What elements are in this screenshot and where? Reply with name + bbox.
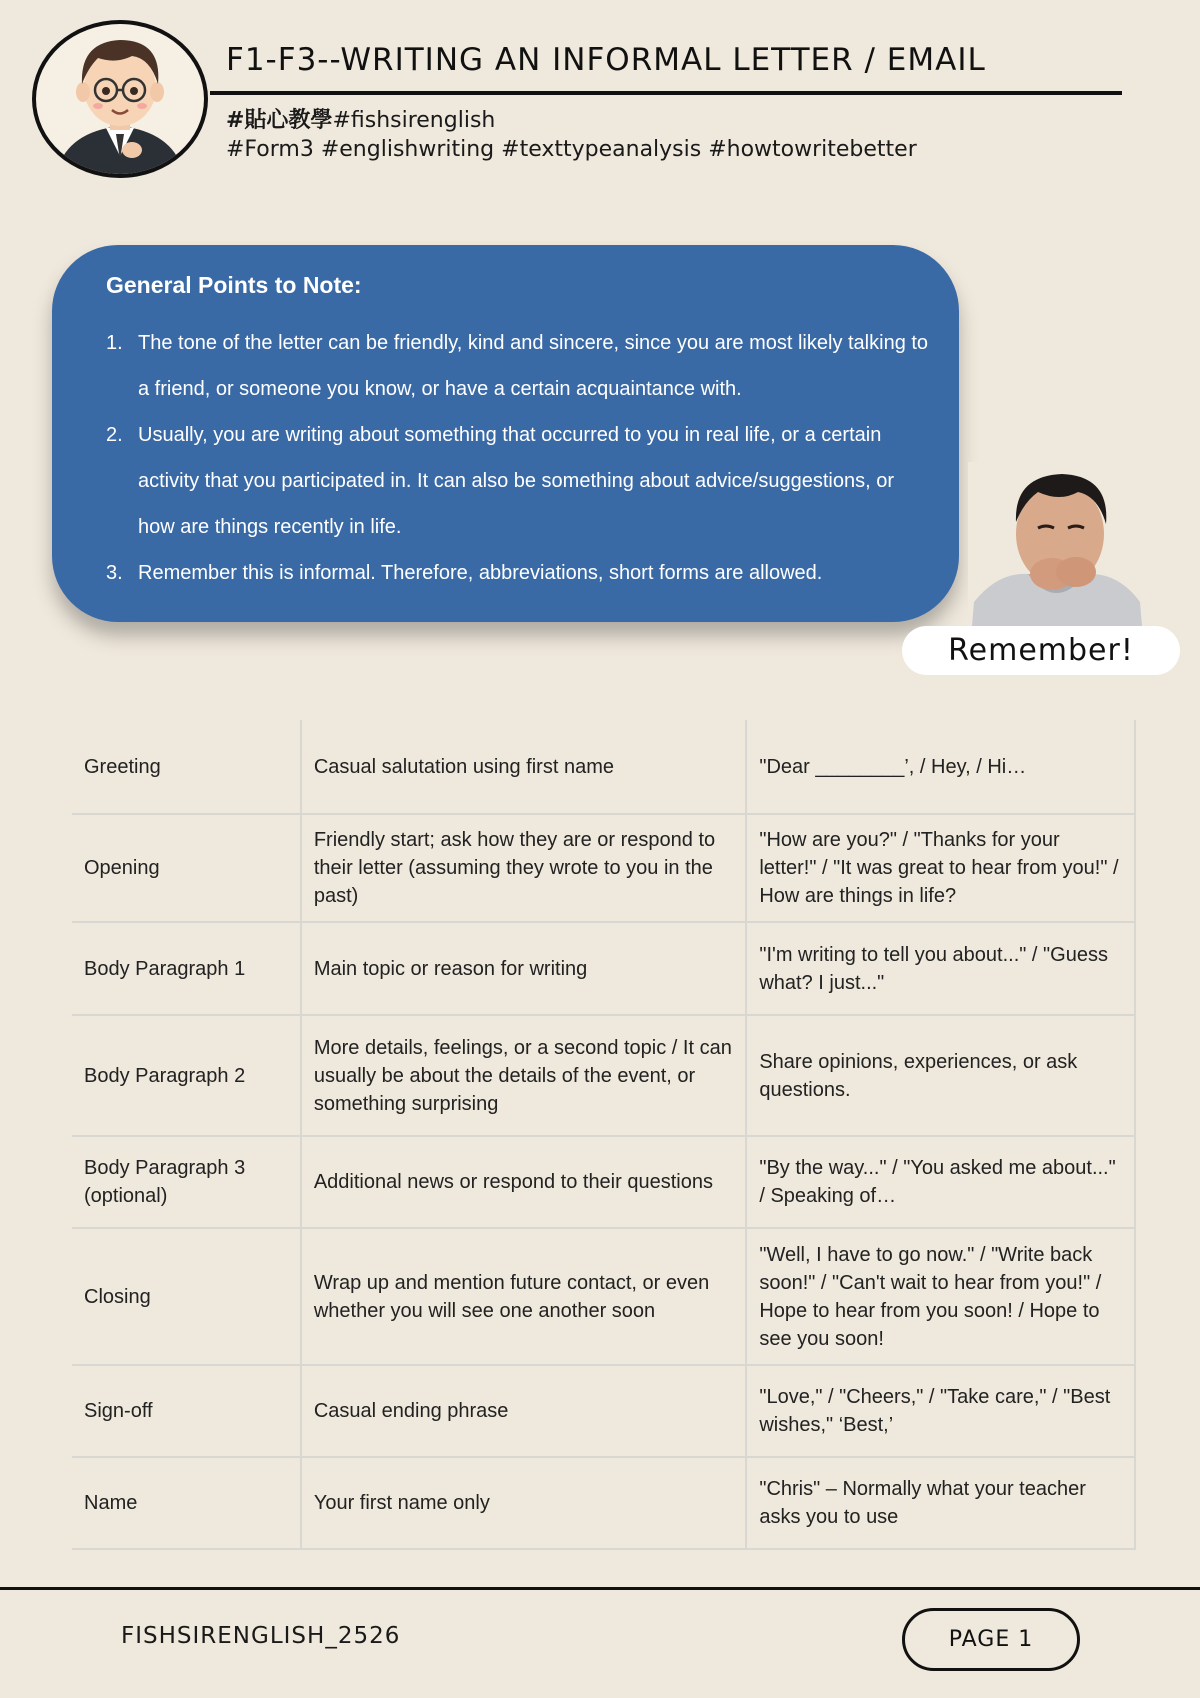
table-cell-description: Main topic or reason for writing [301,922,747,1015]
table-cell-example: "Love," / "Cheers," / "Take care," / "Best wishes," ‘Best,’ [746,1365,1135,1457]
table-cell-part: Greeting [72,720,301,814]
table-cell-part: Closing [72,1228,301,1365]
table-cell-part: Body Paragraph 3 (optional) [72,1136,301,1228]
table-cell-example: "By the way..." / "You asked me about..." / Speaking of… [746,1136,1135,1228]
cartoon-avatar-illustration [36,24,204,174]
table-row [72,922,1135,1015]
point-text: Remember this is informal. Therefore, abbreviations, short forms are allowed. [138,562,823,584]
point-number: 2. [106,424,123,446]
table-cell-description: Casual ending phrase [301,1365,747,1457]
footer-brand: FISHSIRENGLISH_2526 [121,1623,401,1649]
letter-structure-table [72,720,1136,1550]
table-row [72,1228,1135,1365]
point-text: Usually, you are writing about something that occurred to you in real life, or a certain activity that you participated in. It can also be something about advice/suggestions, or how are things recently in life. [138,424,894,538]
title-underline [210,91,1122,95]
general-points-box [52,245,959,622]
table-row [72,814,1135,922]
table-cell-example: "Chris" – Normally what your teacher asks you to use [746,1457,1135,1549]
footer-divider [0,1587,1200,1590]
page-number-badge: PAGE 1 [902,1608,1080,1671]
table-cell-description: Wrap up and mention future contact, or even whether you will see one another soon [301,1228,747,1365]
table-row [72,1365,1135,1457]
page-title: F1-F3--WRITING AN INFORMAL LETTER / EMAIL [226,42,986,78]
teacher-cartoon-avatar [32,20,208,178]
table-cell-example: "How are you?" / "Thanks for your letter!" / "It was great to hear from you!" / How are things in life? [746,814,1135,922]
general-points-list [106,320,930,596]
table-cell-description: Casual salutation using first name [301,720,747,814]
table-row [72,1136,1135,1228]
table-cell-example: "Well, I have to go now." / "Write back soon!" / "Can't wait to hear from you!" / Hope to hear from you soon! / Hope to see you soon! [746,1228,1135,1365]
general-point-item [106,412,930,550]
hashtag-line-2: #Form3 #englishwriting #texttypeanalysis #howtowritebetter [226,137,917,162]
table-cell-description: Your first name only [301,1457,747,1549]
table-cell-example: "I'm writing to tell you about..." / "Guess what? I just..." [746,922,1135,1015]
general-points-heading: General Points to Note: [106,272,362,298]
table-cell-description: Friendly start; ask how they are or respond to their letter (assuming they wrote to you in the past) [301,814,747,922]
table-cell-part: Body Paragraph 2 [72,1015,301,1136]
point-number: 1. [106,332,123,354]
table-cell-description: More details, feelings, or a second topic / It can usually be about the details of the event, or something surprising [301,1015,747,1136]
general-point-item [106,320,930,412]
table-cell-part: Body Paragraph 1 [72,922,301,1015]
table-row [72,720,1135,814]
hashtag-bold: #貼心教學 [226,108,333,133]
table-row [72,1457,1135,1549]
point-number: 3. [106,562,123,584]
table-row [72,1015,1135,1136]
table-cell-part: Name [72,1457,301,1549]
hashtag-fishsirenglish: #fishsirenglish [332,108,496,133]
table-cell-example: "Dear ________’, / Hey, / Hi… [746,720,1135,814]
remember-label: Remember! [902,626,1180,675]
hashtag-line-1 [226,103,495,134]
general-point-item [106,550,930,596]
table-cell-description: Additional news or respond to their questions [301,1136,747,1228]
table-cell-part: Opening [72,814,301,922]
table-cell-example: Share opinions, experiences, or ask questions. [746,1015,1135,1136]
point-text: The tone of the letter can be friendly, kind and sincere, since you are most likely talking to a friend, or someone you know, or have a certain acquaintance with. [138,332,929,400]
table-cell-part: Sign-off [72,1365,301,1457]
